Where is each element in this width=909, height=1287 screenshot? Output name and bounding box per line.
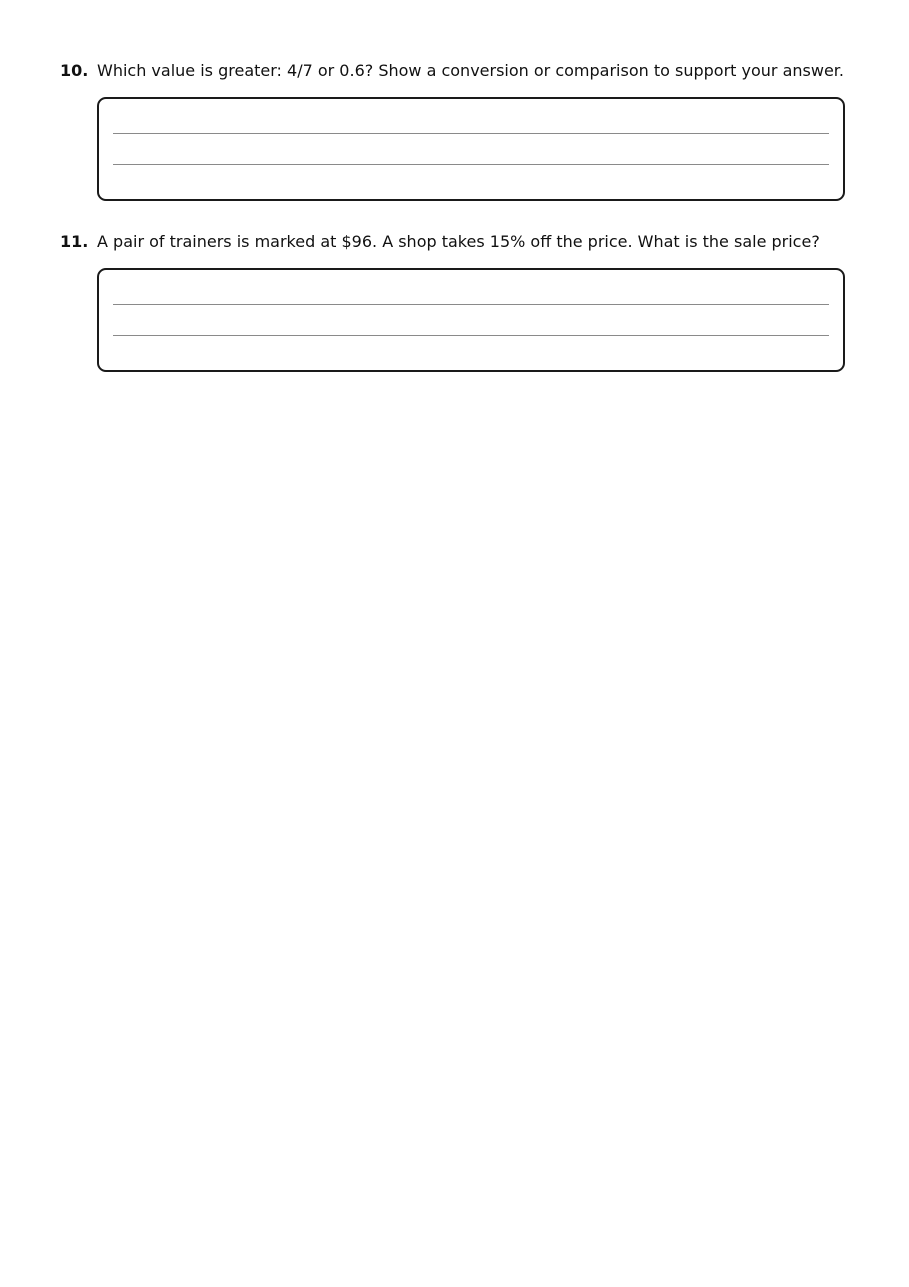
answer-line <box>113 304 829 305</box>
question-10 <box>60 61 850 81</box>
question-text: A pair of trainers is marked at $96. A shop takes 15% off the price. What is the sale price? <box>97 232 820 251</box>
answer-line <box>113 133 829 134</box>
answer-box[interactable] <box>97 97 845 201</box>
question-text: Which value is greater: 4/7 or 0.6? Show a conversion or comparison to support your answer. <box>97 61 844 80</box>
question-header <box>60 61 850 81</box>
answer-line <box>113 164 829 165</box>
question-number: 10. <box>60 61 89 80</box>
answer-line <box>113 335 829 336</box>
question-header <box>60 232 850 252</box>
answer-box[interactable] <box>97 268 845 372</box>
question-11 <box>60 232 850 252</box>
question-number: 11. <box>60 232 89 251</box>
